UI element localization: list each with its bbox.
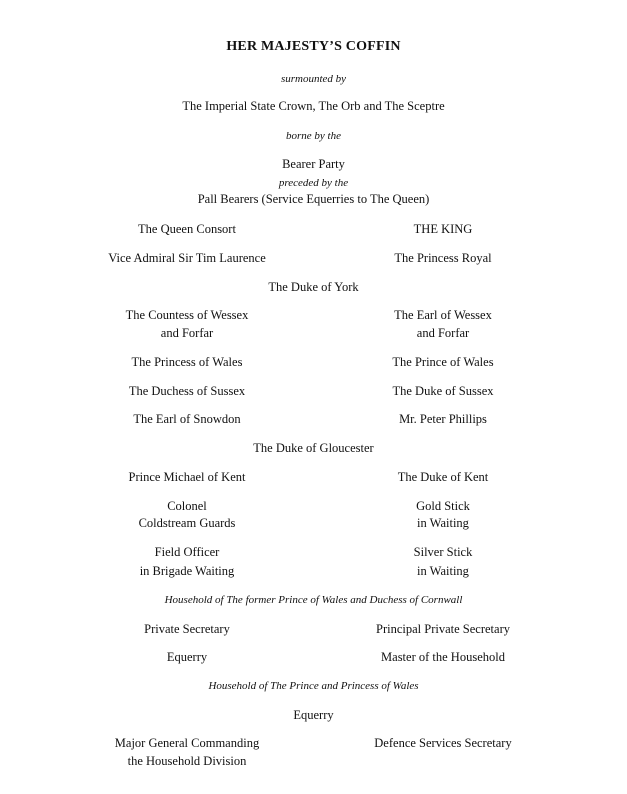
procession-left-name-cont: Coldstream Guards [138,516,236,530]
regalia-line: The Imperial State Crown, The Orb and The Sceptre [182,99,445,113]
procession-right-name: Silver Stick [413,545,473,559]
procession-right-name-cont: and Forfar [416,326,470,340]
household-right-role: Master of the Household [381,650,505,664]
procession-right-name: The Princess Royal [394,251,492,265]
household-former-heading: Household of The former Prince of Wales and Duchess of Cornwall [164,594,463,606]
household-left-role: Major General Commanding [114,736,260,750]
procession-right-name: Mr. Peter Phillips [399,412,487,426]
procession-right-name: Gold Stick [416,499,470,513]
procession-left-name: The Queen Consort [138,222,236,236]
preceded-by-caption: preceded by the [278,177,349,189]
procession-right-name: The Prince of Wales [392,355,494,369]
procession-left-name: Prince Michael of Kent [128,470,246,484]
borne-by-caption: borne by the [286,130,341,142]
procession-right-name: The Earl of Wessex [394,308,492,322]
procession-center-name: The Duke of York [268,280,359,294]
procession-center-name: The Duke of Gloucester [253,441,374,455]
household-current-heading: Household of The Prince and Princess of Wales [208,680,419,692]
procession-left-name-cont: in Brigade Waiting [139,564,235,578]
procession-right-name-cont: in Waiting [417,564,469,578]
household-left-role: Equerry [166,650,208,664]
household-right-role: Defence Services Secretary [374,736,512,750]
procession-left-name: Colonel [167,499,207,513]
page-title: HER MAJESTY’S COFFIN [226,39,401,54]
procession-left-name: The Duchess of Sussex [128,384,246,398]
household-left-role-cont: the Household Division [127,754,247,768]
household-left-role: Private Secretary [144,622,230,636]
procession-left-name: The Countess of Wessex [125,308,249,322]
procession-right-name: The Duke of Sussex [392,384,494,398]
household-center-role: Equerry [293,708,334,722]
pall-bearers-line: Pall Bearers (Service Equerries to The Queen) [197,192,430,206]
procession-right-name: THE KING [413,222,473,236]
procession-right-name: The Duke of Kent [397,470,489,484]
procession-right-name-cont: in Waiting [417,516,469,530]
procession-left-name: Field Officer [154,545,220,559]
procession-left-name: The Earl of Snowdon [133,412,241,426]
bearer-party-line: Bearer Party [282,157,345,171]
household-right-role: Principal Private Secretary [376,622,510,636]
procession-left-name-cont: and Forfar [160,326,214,340]
procession-left-name: The Princess of Wales [131,355,243,369]
procession-left-name: Vice Admiral Sir Tim Laurence [108,251,266,265]
surmounted-by-caption: surmounted by [280,73,347,85]
